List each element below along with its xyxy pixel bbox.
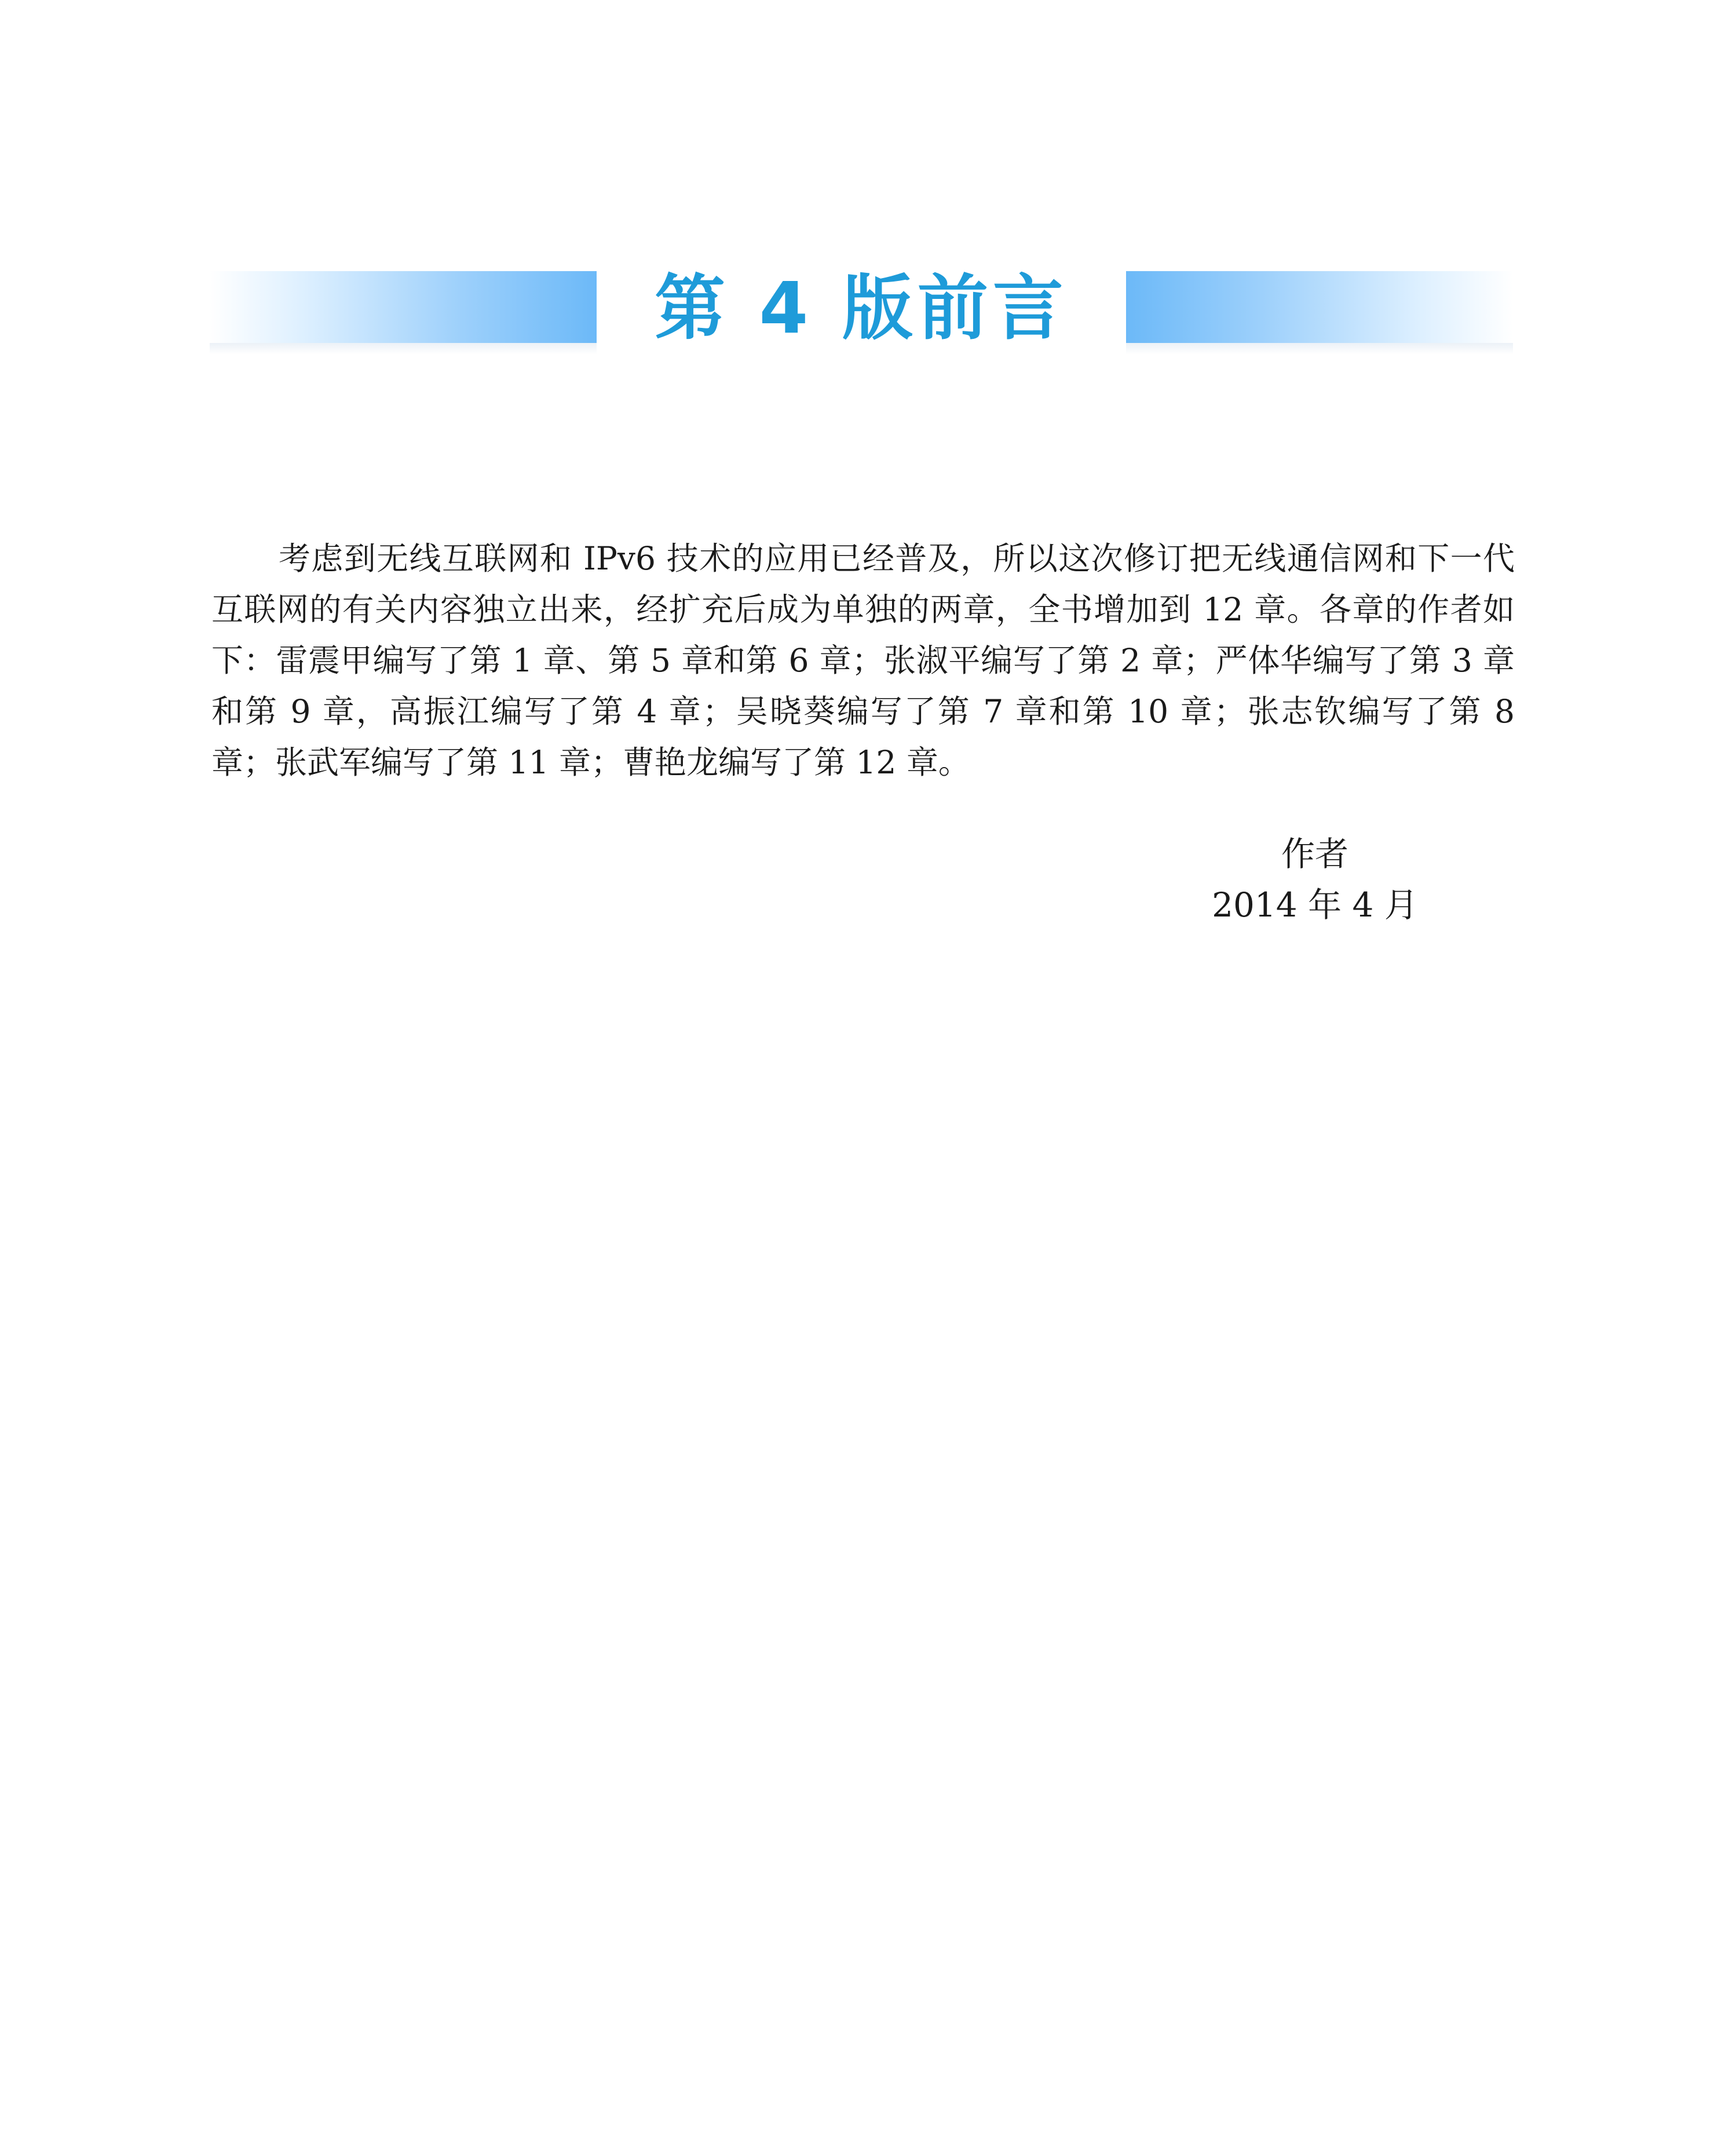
banner-gradient-left [210, 271, 597, 343]
banner-shadow-right [1126, 343, 1513, 355]
banner-gradient-right [1126, 271, 1513, 343]
banner-shadow-left [210, 343, 597, 355]
signature-author: 作者 [1281, 834, 1348, 874]
signature-date: 2014 年 4 月 [1212, 885, 1418, 925]
signature-block [1205, 828, 1425, 930]
page-title: 第 4 版前言 [655, 267, 1068, 349]
title-banner [210, 268, 1513, 366]
preface-paragraph: 考虑到无线互联网和 IPv6 技术的应用已经普及，所以这次修订把无线通信网和下一代互联网的有关内容独立出来，经扩充后成为单独的两章，全书增加到 12 章。各章的作者如下：雷震甲编写了第 1 章、第 5 章和第 6 章；张淑平编写了第 2 章；严体华编写了第 3 章和第 9 章，高振江编写了第 4 章；吴晓葵编写了第 7 章和第 10 章；张志钦编写了第 8 章；张武军编写了第 11 章；曹艳龙编写了第 12 章。 [211, 540, 1515, 781]
